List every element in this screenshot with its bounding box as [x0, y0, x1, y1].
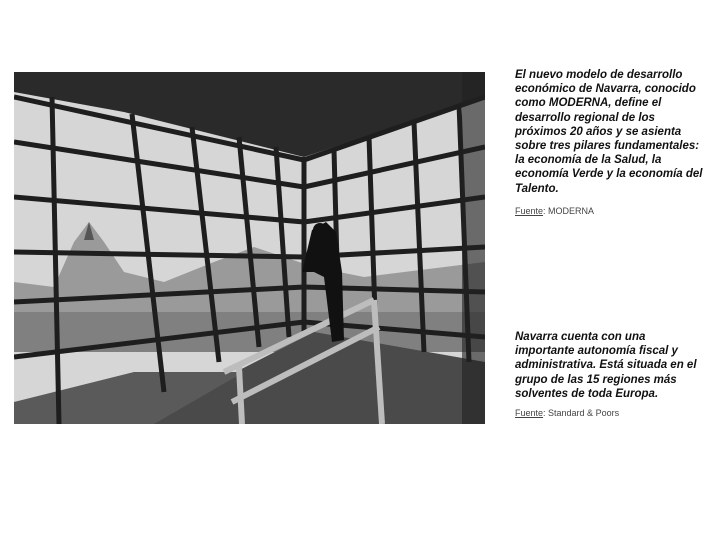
- source-value: : Standard & Poors: [543, 408, 620, 418]
- moderna-source: [515, 206, 594, 216]
- walkway-photo-illustration: [14, 72, 485, 424]
- walkway-photo: [14, 72, 485, 424]
- standard-poors-source: [515, 408, 619, 418]
- moderna-description: El nuevo modelo de desarrollo económico de Navarra, conocido como MODERNA, define el desarrollo regional de los próximos 20 años y se asienta sobre tres pilares fundamentales: la economía de la Salud, la economía Verde y la economía del Talento.: [515, 69, 703, 195]
- source-label: Fuente: [515, 408, 544, 418]
- fiscal-autonomy-description: Navarra cuenta con una importante autonomía fiscal y administrativa. Está situada en el grupo de las 15 regiones más solventes de toda Europa.: [515, 331, 697, 400]
- source-label: Fuente: [515, 206, 544, 216]
- source-value: : MODERNA: [543, 206, 595, 216]
